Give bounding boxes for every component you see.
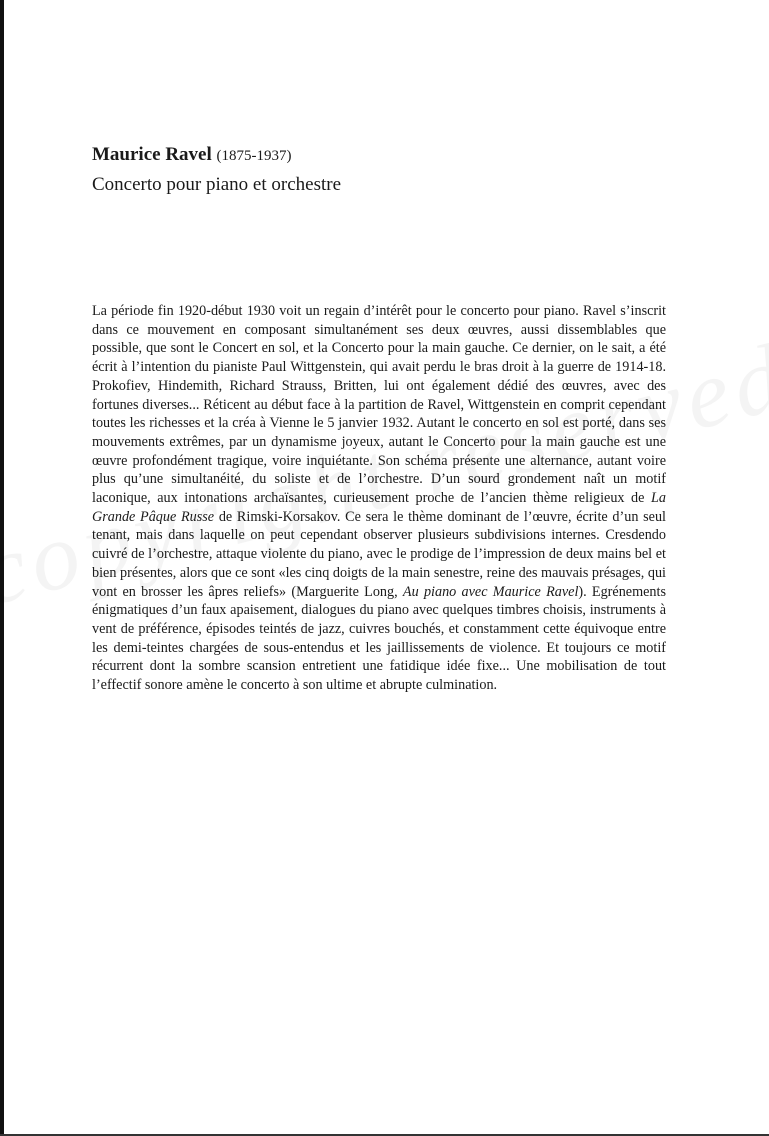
text-segment-3: ). Egrénements énigmatiques d’un faux apaisement, dialogues du piano avec quelques timbres choisis, instruments à vent de préférence, épisodes teintés de jazz, cuivres bouchés, et constamment cette équivoque entre les demi-teintes chargées de sous-entendus et les jaillissements de violence. Et toujours ce motif récurrent dont la sombre scansion entretient une fatidique idée fixe... Une mobilisation de tout l’effectif sonore amène le concerto à son ultime et abrupte culmination. <box>92 583 666 694</box>
italic-book-title: Au piano avec Maurice Ravel <box>402 583 579 600</box>
italic-work-title: La Grande Pâque Russe <box>92 490 666 525</box>
composer-dates: (1875-1937) <box>216 148 292 164</box>
program-note-paragraph <box>92 302 666 695</box>
text-segment-1: La période fin 1920-début 1930 voit un regain d’intérêt pour le concerto pour piano. Ravel s’inscrit dans ce mouvement en composant simultanément ses deux œuvres, aussi dissemblables que possible, que sont le Concert en sol, et la Concerto pour la main gauche. Ce dernier, on le sait, a été écrit à l’intention du pianiste Paul Wittgenstein, qui avait perdu le bras droit à la guerre de 1914-18. Prokofiev, Hindemith, Richard Strauss, Britten, lui ont également dédié des œuvres, avec des fortunes diverses... Réticent au début face à la partition de Ravel, Wittgenstein en comprit cependant toutes les richesses et la créa à Vienne le 5 janvier 1932. Autant le concerto en sol est porté, dans ses mouvements extrêmes, par un dynamisme joyeux, autant le Concerto pour la main gauche est une œuvre profondément tragique, voire inquiétante. Son schéma présente une alternance, autant voire plus qu’une simultanéité, du soliste et de l’orchestre. D’un sourd grondement naît un motif laconique, aux intonations archaïsantes, curieusement proche de l’ancien thème religieux de <box>92 303 666 507</box>
scan-left-edge <box>0 0 4 1136</box>
composer-line <box>92 143 692 168</box>
composer-name: Maurice Ravel <box>92 144 212 165</box>
page-header <box>92 143 692 198</box>
work-title: Concerto pour piano et orchestre <box>92 174 342 195</box>
text-segment-2: de Rimski-Korsakov. Ce sera le thème dominant de l’œuvre, écrite d’un seul tenant, mais dans laquelle on peut cependant observer plusieurs subdivisions internes. Cresdendo cuivré de l’orchestre, attaque violente du piano, avec le prodige de l’impression de deux mains bel et bien présentes, alors que ce sont «les cinq doigts de la main senestre, reine des mauvais présages, qui vont en brosser les âpres reliefs» (Marguerite Long, <box>92 508 666 600</box>
